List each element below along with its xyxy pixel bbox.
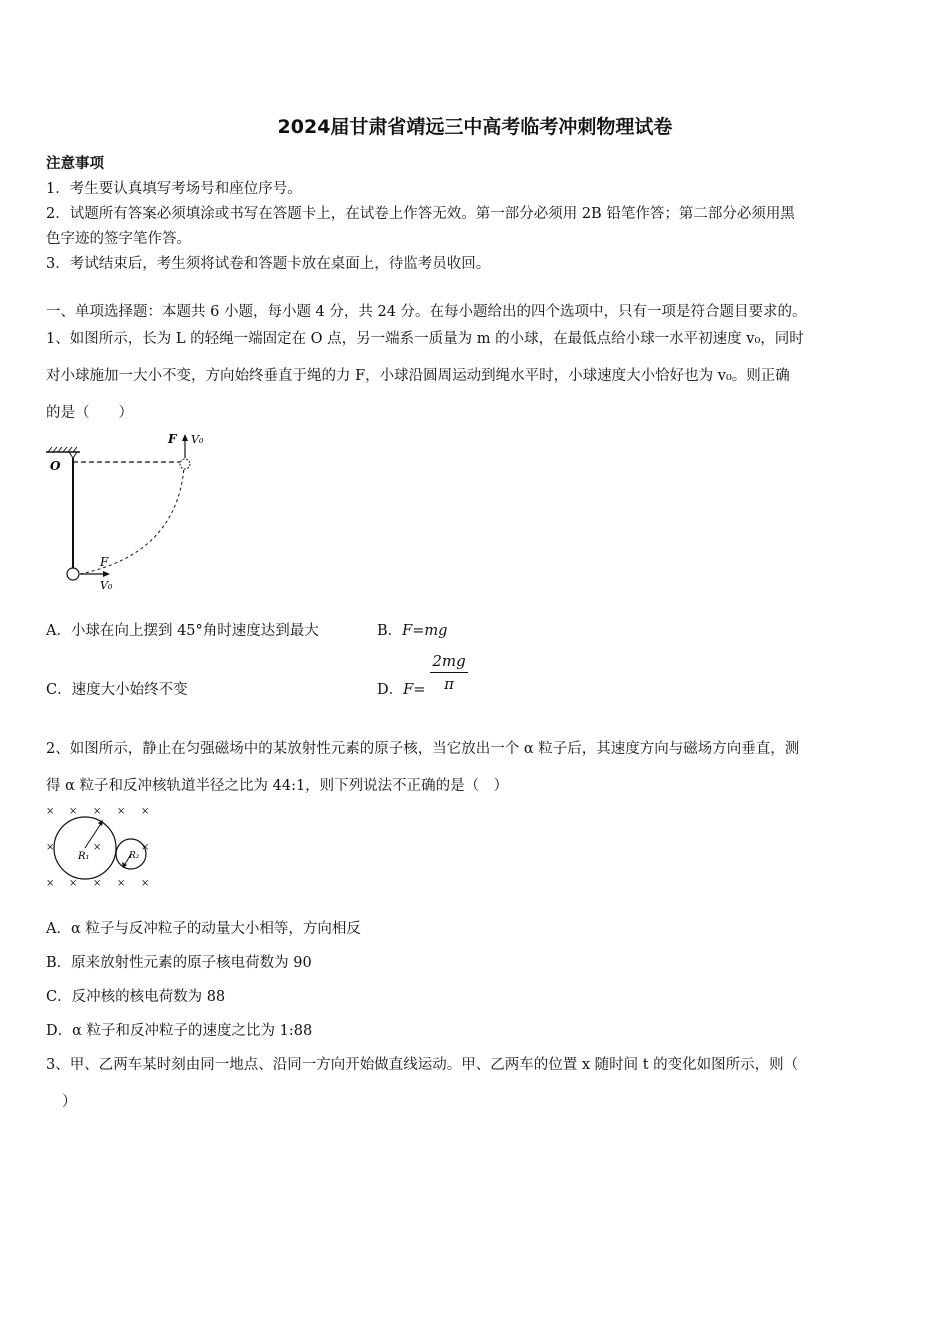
svg-text:×: × <box>46 878 55 889</box>
q2-option-b[interactable]: B．原来放射性元素的原子核电荷数为 90 <box>46 955 312 971</box>
svg-text:×: × <box>46 842 55 853</box>
q1-option-d-formula: F= <box>403 682 426 698</box>
ball-bottom <box>67 568 79 580</box>
svg-text:×: × <box>93 842 102 853</box>
label-R1: R₁ <box>78 851 90 862</box>
q2-line-1: 2、如图所示，静止在匀强磁场中的某放射性元素的原子核，当它放出一个 α 粒子后，其速度方向与磁场方向垂直，测 <box>46 741 800 757</box>
svg-text:×: × <box>141 806 150 817</box>
label-O: O <box>50 459 61 473</box>
svg-text:×: × <box>69 878 78 889</box>
notice-item-3: 3．考试结束后，考生须将试卷和答题卡放在桌面上，待监考员收回。 <box>46 256 491 272</box>
ball-top <box>180 459 190 469</box>
notice-item-2-cont: 色字迹的签字笔作答。 <box>46 231 191 247</box>
pivot-mark <box>69 452 77 458</box>
q1-option-a[interactable]: A．小球在向上摆到 45°角时速度达到最大 <box>46 623 319 639</box>
svg-text:×: × <box>117 806 126 817</box>
svg-text:×: × <box>46 806 55 817</box>
svg-text:×: × <box>69 806 78 817</box>
q1-option-d-prefix: D． <box>377 682 404 698</box>
label-R2: R₂ <box>129 851 140 861</box>
fraction-numerator: 2mg <box>430 652 468 673</box>
label-F-top: F <box>168 432 177 446</box>
q1-option-c[interactable]: C．速度大小始终不变 <box>46 682 188 698</box>
label-F-bottom: F <box>100 555 109 569</box>
q2-option-d[interactable]: D．α 粒子和反冲粒子的速度之比为 1:88 <box>46 1023 313 1039</box>
notice-heading: 注意事项 <box>46 155 104 172</box>
svg-text:×: × <box>117 878 126 889</box>
q1-figure <box>40 428 220 598</box>
svg-text:×: × <box>141 842 150 853</box>
svg-text:×: × <box>93 806 102 817</box>
arrowhead-F-top <box>182 434 188 441</box>
notice-item-1: 1．考生要认真填写考场号和座位序号。 <box>46 181 302 197</box>
q1-line-3: 的是（ ） <box>46 405 133 421</box>
q1-option-b[interactable] <box>377 619 447 640</box>
q2-option-a[interactable]: A．α 粒子与反冲粒子的动量大小相等，方向相反 <box>46 921 361 937</box>
q1-line-1: 1、如图所示，长为 L 的轻绳一端固定在 O 点，另一端系一质量为 m 的小球，在最低点给小球一水平初速度 v₀，同时 <box>46 331 804 347</box>
svg-text:×: × <box>141 878 150 889</box>
label-V0-top: V₀ <box>191 433 204 446</box>
q1-option-b-formula: F=mg <box>402 623 448 639</box>
arrowhead-F-bottom <box>103 571 110 577</box>
q2-option-c[interactable]: C．反冲核的核电荷数为 88 <box>46 989 226 1005</box>
q1-option-b-prefix: B． <box>377 623 403 639</box>
q3-line-2: ） <box>62 1094 77 1110</box>
page-title: 2024届甘肃省靖远三中高考临考冲刺物理试卷 <box>277 116 673 138</box>
notice-item-2: 2．试题所有答案必须填涂或书写在答题卡上，在试卷上作答无效。第一部分必须用 2B 铅笔作答；第二部分必须用黑 <box>46 206 795 222</box>
fraction-denominator: π <box>444 675 454 693</box>
q2-figure <box>42 800 162 895</box>
q2-line-2: 得 α 粒子和反冲核轨道半径之比为 44:1，则下列说法不正确的是（ ） <box>46 778 509 794</box>
q1-line-2: 对小球施加一大小不变，方向始终垂直于绳的力 F，小球沿圆周运动到绳水平时，小球速度大小恰好也为 v₀。则正确 <box>46 368 790 384</box>
trajectory-arc <box>80 468 184 574</box>
label-V0-bottom: V₀ <box>100 579 113 592</box>
section1-heading: 一、单项选择题：本题共 6 小题，每小题 4 分，共 24 分。在每小题给出的四个选项中，只有一项是符合题目要求的。 <box>46 304 807 320</box>
q3-line-1: 3、甲、乙两车某时刻由同一地点、沿同一方向开始做直线运动。甲、乙两车的位置 x 随时间 t 的变化如图所示，则（ <box>46 1057 799 1073</box>
q1-option-d-fraction <box>430 652 468 693</box>
svg-text:×: × <box>93 878 102 889</box>
q1-option-d[interactable] <box>377 678 425 699</box>
